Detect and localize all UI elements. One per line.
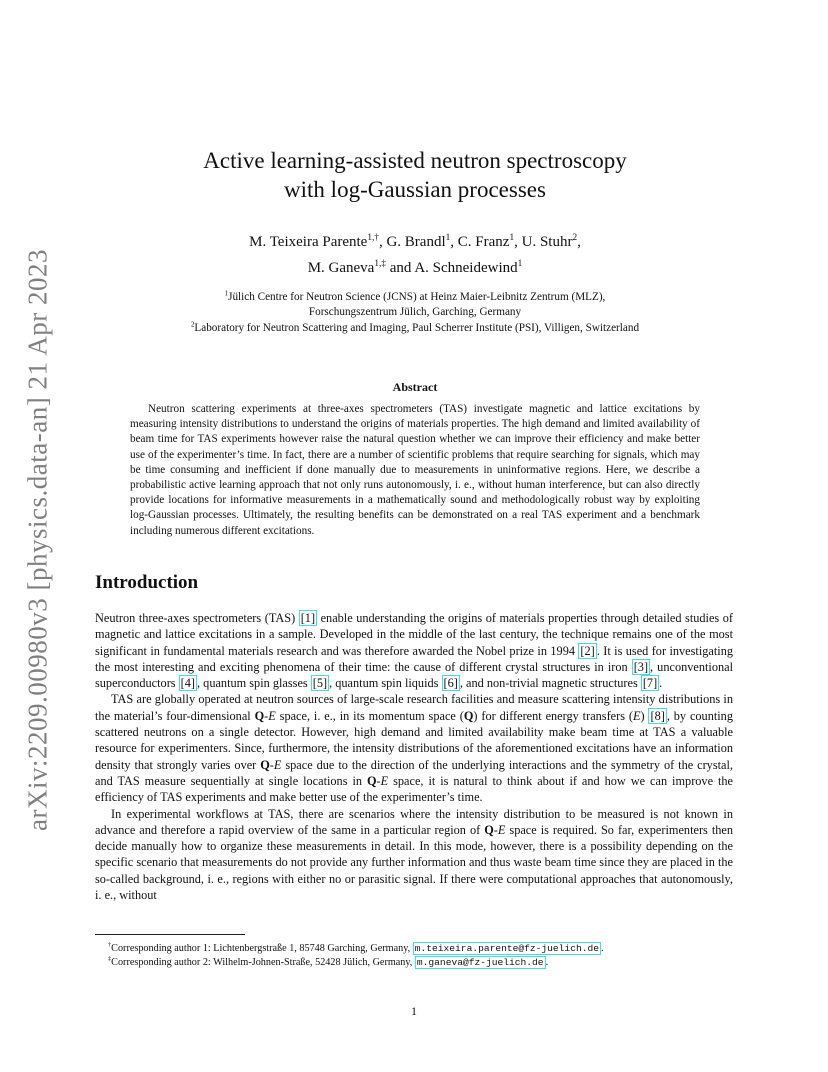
- affiliation-1-line-2: Forschungszentrum Jülich, Garching, Germany: [308, 306, 522, 318]
- footnote-2: [108, 956, 604, 970]
- citation-link[interactable]: [8]: [650, 708, 665, 723]
- author-separator: ,: [514, 234, 522, 250]
- author-affil-mark: 1: [517, 259, 523, 269]
- author-separator: and: [385, 260, 415, 276]
- math-symbol-e: E: [268, 708, 276, 723]
- author-affil-mark: 1,‡: [374, 259, 386, 269]
- text-run: , unconventional superconductors: [95, 659, 733, 691]
- author-affil-mark: 1,†: [367, 233, 379, 243]
- paragraph-3: [95, 806, 733, 904]
- author-line-1: [95, 229, 735, 255]
- affiliation-1-line-1: [95, 290, 735, 305]
- citation-link[interactable]: [1]: [300, 611, 316, 625]
- affiliation-mark: 2: [190, 320, 195, 329]
- introduction-body: [95, 610, 733, 903]
- abstract-heading: Abstract: [392, 380, 438, 394]
- text-run: space, it is natural to think about if and how we can improve the efficiency of TAS experiments and make better use of the experimenter’s time.: [95, 773, 734, 805]
- author-separator: ,: [450, 234, 458, 250]
- author-affil-mark: 2: [572, 233, 578, 243]
- paragraph-2: [95, 691, 733, 805]
- footnotes: [108, 942, 604, 970]
- footnote-text: .: [545, 957, 549, 968]
- arxiv-identifier-stamp: [14, 250, 62, 830]
- text-run: -: [264, 708, 269, 723]
- text-run: In experimental workflows at TAS, there are scenarios where the intensity distribution to be measured is not known in advance and therefore a rapid overview of the same in a particular region of: [95, 806, 733, 837]
- text-run: -: [376, 773, 381, 788]
- footnote-text: Corresponding author 1: Lichtenbergstraße 1, 85748 Garching, Germany,: [111, 943, 413, 954]
- citation-link[interactable]: [6]: [443, 676, 458, 691]
- affiliation-mark: 1: [224, 289, 229, 298]
- footnote-text: .: [600, 943, 604, 954]
- email-link[interactable]: m.teixeira.parente@fz-juelich.de: [414, 943, 599, 954]
- math-symbol-q: Q: [484, 822, 494, 837]
- footnote-1: [108, 942, 604, 956]
- footnote-rule: [95, 934, 245, 935]
- affiliation-text: Laboratory for Neutron Scattering and Imaging, Paul Scherrer Institute (PSI), Villigen, Switzerland: [194, 322, 640, 334]
- math-symbol-q: Q: [463, 708, 474, 723]
- citation-link[interactable]: [5]: [312, 676, 328, 691]
- author-name: U. Stuhr: [521, 234, 573, 250]
- author-name: G. Brandl: [386, 234, 446, 250]
- author-separator: ,: [378, 234, 387, 250]
- text-run: -: [269, 757, 274, 772]
- author-affil-mark: 1: [509, 233, 515, 243]
- author-separator: ,: [577, 234, 581, 250]
- text-run: , quantum spin glasses: [197, 676, 311, 691]
- text-run: Neutron three-axes spectrometers (TAS): [95, 611, 299, 625]
- math-symbol-e: E: [380, 773, 389, 788]
- math-symbol-q: Q: [366, 773, 377, 788]
- math-symbol-e: E: [633, 708, 641, 723]
- author-name: M. Ganeva: [307, 260, 375, 276]
- title-line-1: Active learning-assisted neutron spectroscopy: [203, 148, 627, 173]
- math-symbol-q: Q: [260, 757, 270, 772]
- citation-link[interactable]: [2]: [580, 643, 595, 658]
- author-name: A. Schneidewind: [414, 260, 518, 276]
- text-run: ) for different energy transfers (: [473, 708, 633, 723]
- text-run: , and non-trivial magnetic structures: [459, 676, 641, 691]
- text-run: ): [640, 708, 649, 723]
- affiliation-text: Jülich Centre for Neutron Science (JCNS) at Heinz Maier-Leibnitz Zentrum (MLZ),: [228, 291, 606, 303]
- math-symbol-e: E: [273, 757, 282, 772]
- text-run: , by counting scattered neutrons on a single detector. However, high demand and limited availability make beam time at TAS a valuable resource for experimenters. Since, furthermore, the intensity distributions of the aforementioned excitations have an information density that strongly varies over: [95, 708, 733, 772]
- text-run: space, i. e., in its momentum space (: [275, 708, 464, 723]
- text-run: -: [493, 822, 498, 837]
- author-list: [95, 229, 735, 281]
- citation-link[interactable]: [7]: [642, 676, 658, 691]
- title-line-2: with log-Gaussian processes: [284, 177, 546, 202]
- author-line-2: [95, 255, 735, 281]
- citation-link[interactable]: [3]: [633, 659, 649, 674]
- footnote-text: Corresponding author 2: Wilhelm-Johnen-Straße, 52428 Jülich, Germany,: [111, 957, 415, 968]
- affiliation-2: [95, 321, 735, 336]
- author-affil-mark: 1: [445, 233, 451, 243]
- footnote-mark: ‡: [108, 955, 112, 963]
- affiliations: [95, 290, 735, 336]
- text-run: space due to the direction of the underlying interactions and the symmetry of the crystal, and TAS measure sequentially at single locations in: [95, 757, 733, 788]
- section-heading-introduction: Introduction: [95, 572, 199, 593]
- math-symbol-q: Q: [254, 708, 265, 723]
- author-name: C. Franz: [457, 234, 510, 250]
- text-run: space is required. So far, experimenters then decide manually how to organize these measurements in detail. In this mode, however, there is a possibility depending on the specific scenario that measurements do not provide any further information and thus waste beam time since they are placed in the so-called background, i. e., regions with either no or parasitic signal. If there were computational approaches that autonomously, i. e., without: [95, 822, 733, 903]
- text-run: enable understanding the origins of materials properties through detailed studies of magnetic and lattice excitations in a sample. Developed in the middle of the last century, the technique remains one of the most significant in fundamental materials research and was therefore awarded the Nobel prize in 1994: [95, 611, 733, 658]
- text-run: .: [659, 676, 663, 691]
- math-symbol-e: E: [497, 822, 506, 837]
- author-name: M. Teixeira Parente: [249, 234, 368, 250]
- paragraph-1: [95, 610, 733, 691]
- text-run: TAS are globally operated at neutron sources of large-scale research facilities and measure scattering intensity distributions in the material’s four-dimensional: [95, 692, 733, 723]
- text-run: . It is used for investigating the most interesting and exciting phenomena of their time: the cause of different crystal structures in iron: [95, 643, 733, 674]
- footnote-mark: †: [108, 941, 112, 949]
- text-run: , quantum spin liquids: [329, 676, 442, 691]
- paper-title: [95, 146, 735, 204]
- citation-link[interactable]: [4]: [180, 676, 196, 691]
- email-link[interactable]: m.ganeva@fz-juelich.de: [416, 957, 544, 968]
- abstract-text: Neutron scattering experiments at three-axes spectrometers (TAS) investigate magnetic and lattice excitations by measuring intensity distributions to understand the origins of materials properties. The high demand and limited availability of beam time for TAS experiments however raise the natural question whether we can improve their efficiency and make better use of the experimenter’s time. In fact, there are a number of scientific problems that require searching for signals, which may be time consuming and inefficient if done manually due to measurements in uninformative regions. Here, we describe a probabilistic active learning approach that not only runs autonomously, i. e., without human interference, but can also directly provide locations for informative measurements in a mathematically sound and methodologically robust way by exploiting log-Gaussian processes. Ultimately, the resulting benefits can be demonstrated on a real TAS experiment and a benchmark including numerous different excitations.: [130, 403, 700, 537]
- arxiv-identifier-text: arXiv:2209.00980v3 [physics.data-an] 21 Apr 2023: [22, 249, 53, 831]
- page-number: 1: [411, 1004, 417, 1018]
